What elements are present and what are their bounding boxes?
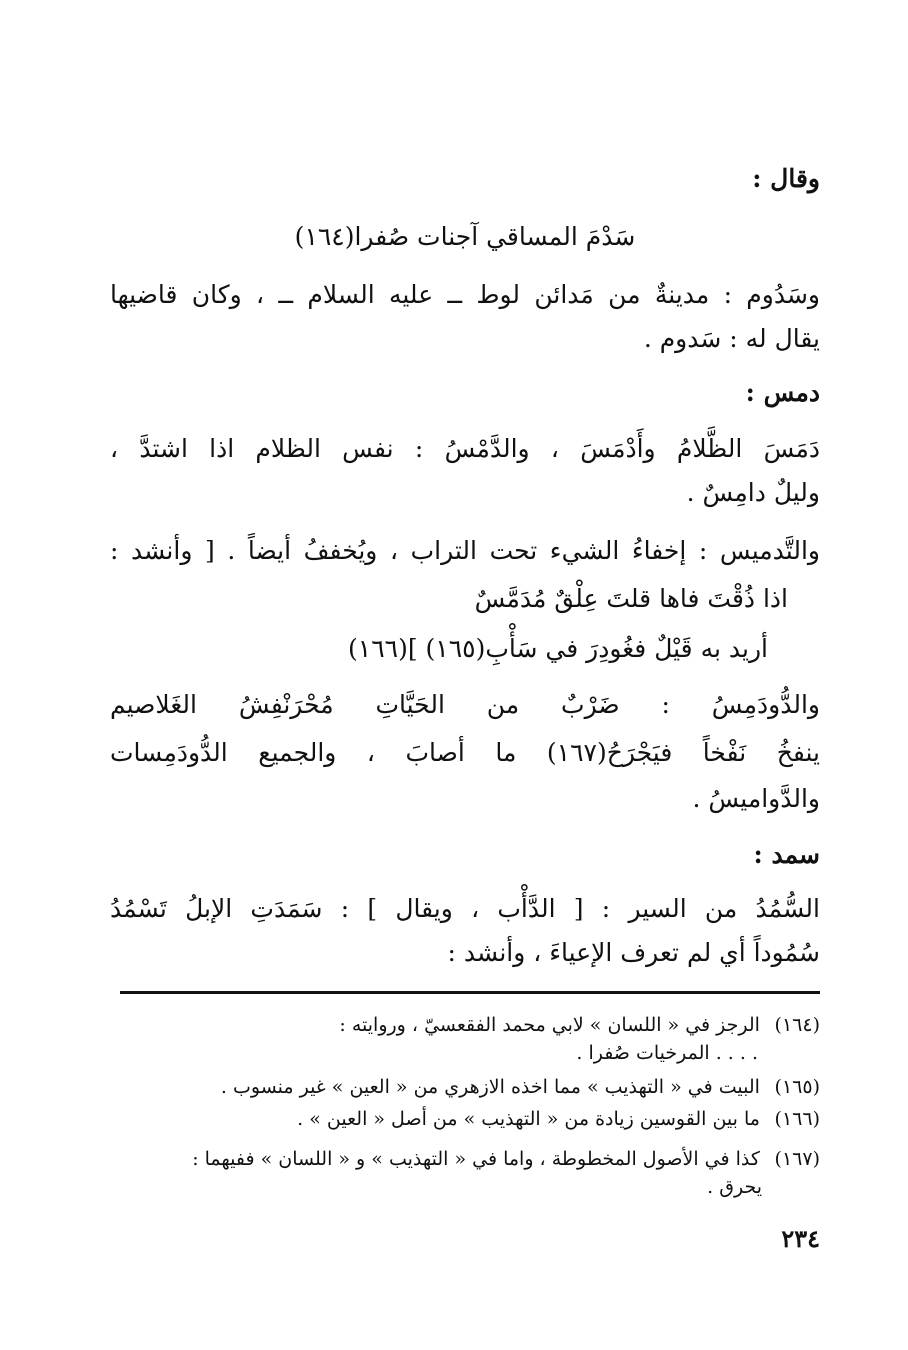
- footnote-number: (١٦٥): [774, 1076, 820, 1098]
- page-number: ٢٣٤: [781, 1224, 820, 1253]
- footnote-text: ما بين القوسين زيادة من « التهذيب » من أصل « العين » .: [297, 1108, 760, 1130]
- footnote-number: (١٦٦): [774, 1108, 820, 1130]
- entry-heading: دمس :: [745, 378, 820, 407]
- footnote: [120, 1146, 820, 1172]
- text-line: دَمَسَ الظَّلامُ وأَدْمَسَ ، والدَّمْسُ : نفس الظلام اذا اشتدَّ ،: [110, 434, 820, 463]
- footnote-continuation: . . . . المرخيات صُفرا .: [576, 1042, 758, 1064]
- text-line: يقال له : سَدوم .: [643, 324, 820, 353]
- footnote-number: (١٦٧): [774, 1148, 820, 1170]
- footnote-divider: [120, 991, 820, 994]
- text-line: ينفخُ نَفْخاً فيَجْرَحُ(١٦٧) ما أصابَ ، والجميع الدُّودَمِسات: [110, 738, 820, 767]
- text-line: السُّمُدُ من السير : [ الدَّأْب ، ويقال ] : سَمَدَتِ الإبلُ تَسْمُدُ: [110, 894, 820, 923]
- text-line: والتَّدميس : إخفاءُ الشيء تحت التراب ، ويُخففُ أيضاً . [ وأنشد :: [110, 536, 820, 565]
- verse-line: أريد به قَيْلٌ فغُودِرَ في سَأْبِ(١٦٥) ](١٦٦): [348, 634, 768, 663]
- text-line: وقال :: [752, 164, 820, 193]
- text-line: وسَدُوم : مدينةٌ من مَدائن لوط ــ عليه السلام ــ ، وكان قاضيها: [110, 280, 820, 309]
- verse-line: سَدْمَ المساقي آجنات صُفرا(١٦٤): [294, 222, 636, 251]
- footnote-text: كذا في الأصول المخطوطة ، واما في « التهذيب » و « اللسان » ففيهما :: [192, 1148, 760, 1170]
- text-line: والدُّودَمِسُ : ضَرْبٌ من الحَيَّاتِ مُحْرَنْفِشُ الغَلاصيم: [110, 690, 820, 719]
- verse-line: اذا ذُقْتَ فاها قلتَ عِلْقٌ مُدَمَّسٌ: [474, 584, 788, 613]
- footnote-continuation: يحرق .: [707, 1176, 762, 1198]
- text-line: وليلٌ دامِسٌ .: [686, 478, 820, 507]
- footnote: [120, 1106, 820, 1132]
- footnote-text: البيت في « التهذيب » مما اخذه الازهري من « العين » غير منسوب .: [220, 1076, 760, 1098]
- entry-heading: سمد :: [753, 840, 820, 869]
- text-line: والدَّواميسُ .: [692, 784, 820, 813]
- footnote-text: الرجز في « اللسان » لابي محمد الفقعسيّ ، وروايته :: [339, 1014, 760, 1036]
- footnote: [120, 1012, 820, 1038]
- footnote-number: (١٦٤): [774, 1014, 820, 1036]
- text-line: سُمُوداً أي لم تعرف الإعياءَ ، وأنشد :: [447, 938, 820, 967]
- footnote: [120, 1074, 820, 1100]
